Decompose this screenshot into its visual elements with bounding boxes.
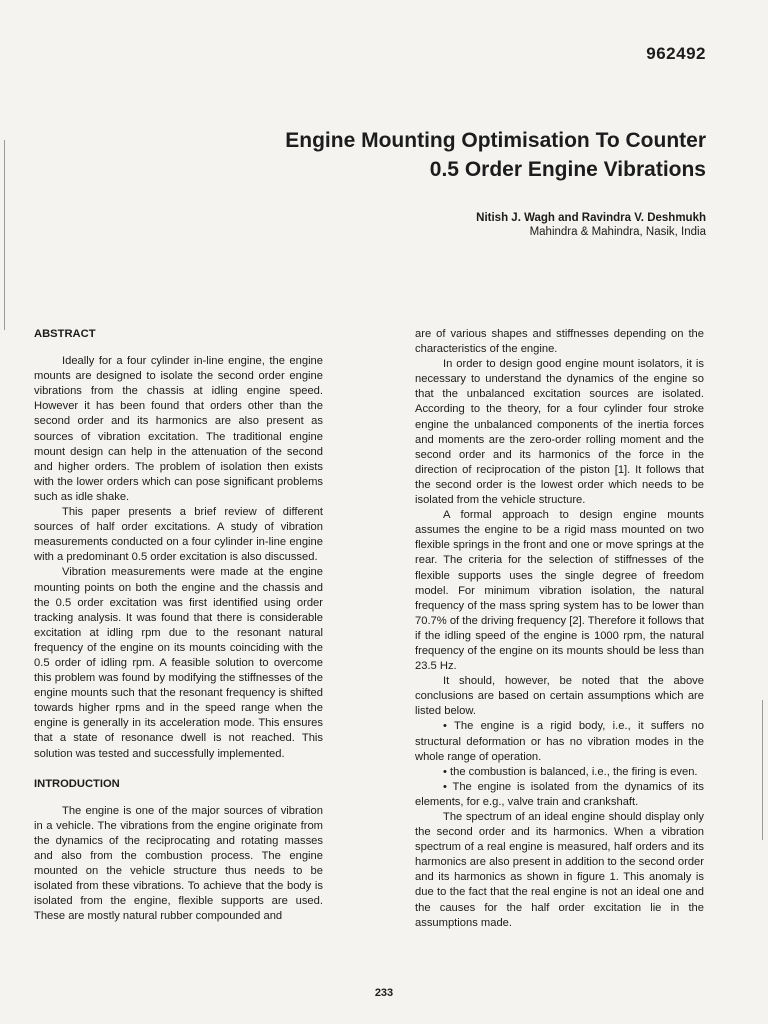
assumption-bullet-3: • The engine is isolated from the dynamics of its elements, for e.g., valve train and crankshaft. [415,780,704,808]
paper-number: 962492 [646,44,706,63]
continuation-paragraph: are of various shapes and stiffnesses depending on the characteristics of the engine. [415,328,704,356]
right-margin-rule [762,700,763,840]
author-names: Nitish J. Wagh and Ravindra V. Deshmukh [476,212,706,224]
left-column [34,327,323,924]
abstract-paragraph-2: This paper presents a brief review of different sources of half order excitations. A study of vibration measurements conducted on a four cylinder in-line engine with a predominant 0.5 order excitation is also discussed. [34,506,323,564]
introduction-heading: INTRODUCTION [34,777,120,790]
left-margin-rule [4,140,5,330]
abstract-paragraph-3: Vibration measurements were made at the engine mounting points on both the engine and the chassis and the 0.5 order excitation was first identified using order tracking analysis. It was found that there is considerable excitation at idling rpm due to the resonant natural frequency of the engine on its mounts coinciding with the 0.5 order of idling rpm. A feasible solution to overcome this problem was found by modifying the stiffnesses of the engine mounts such that the resonant frequency is shifted towards higher rpms and in the speed range when the engine is generally in its acceleration mode. This ensures that a state of resonance dwell is not reached. This solution was tested and successfully implemented. [34,566,323,760]
abstract-heading: ABSTRACT [34,328,96,340]
title-line-2: 0.5 Order Engine Vibrations [429,158,706,181]
right-paragraph-1: In order to design good engine mount isolators, it is necessary to understand the dynamics of the engine so that the unbalanced excitation sources are isolated. According to the theory, for a four cylinder four stroke engine the unbalanced components of the inertia forces and moments are the zero-order rolling moment and the second order and its harmonics of the force in the direction of reciprocation of the piston [1]. It follows that the second order is the lowest order which needs to be isolated from the vehicle structure. [415,358,704,507]
page-number: 233 [374,987,394,999]
paper-title [146,126,706,184]
right-paragraph-3: It should, however, be noted that the above conclusions are based on certain assumptions which are listed below. [415,675,704,718]
assumption-bullet-1: • The engine is a rigid body, i.e., it suffers no structural deformation or has no vibration modes in the whole range of operation. [415,720,704,763]
assumption-bullet-2: • the combustion is balanced, i.e., the firing is even. [443,765,698,778]
author-block [476,211,706,239]
introduction-paragraph-1: The engine is one of the major sources of vibration in a vehicle. The vibrations from the engine originate from the dynamics of the reciprocating and rotating masses and also from the combustion process. The engine mounted on the vehicle structure thus needs to be isolated from these vibrations. To achieve that the body is isolated from the engine, flexible supports are used. These are mostly natural rubber compounded and [34,804,323,923]
abstract-paragraph-1: Ideally for a four cylinder in-line engine, the engine mounts are designed to isolate the second order engine vibrations from the chassis at idling engine speed. However it has been found that orders other than the second order and its harmonics are also present as sources of vibration excitation. The traditional engine mount design can help in the attenuation of the second and higher orders. The problem of isolation then exists with the lower orders which can pose significant problems such as idle shake. [34,355,323,503]
right-paragraph-2: A formal approach to design engine mounts assumes the engine to be a rigid mass mounted on two flexible springs in the front and one or move springs at the rear. The criteria for the selection of stiffnesses of the flexible supports uses the single degree of freedom model. For minimum vibration isolation, the natural frequency of the mass spring system has to be lower than 70.7% of the driving frequency [2]. Therefore it follows that if the idling speed of the engine is 1000 rpm, the natural frequency of the engine on its mounts should be less than 23.5 Hz. [415,509,704,673]
right-column [415,327,704,931]
title-line-1: Engine Mounting Optimisation To Counter [285,129,706,152]
author-affiliation: Mahindra & Mahindra, Nasik, India [529,226,706,238]
right-paragraph-closing: The spectrum of an ideal engine should display only the second order and its harmonics. When a vibration spectrum of a real engine is measured, half orders and its harmonics are also present in addition to the second order and its harmonics as shown in figure 1. This anomaly is due to the fact that the real engine is not an ideal one and the causes for the half order excitation lie in the assumptions made. [415,811,704,929]
